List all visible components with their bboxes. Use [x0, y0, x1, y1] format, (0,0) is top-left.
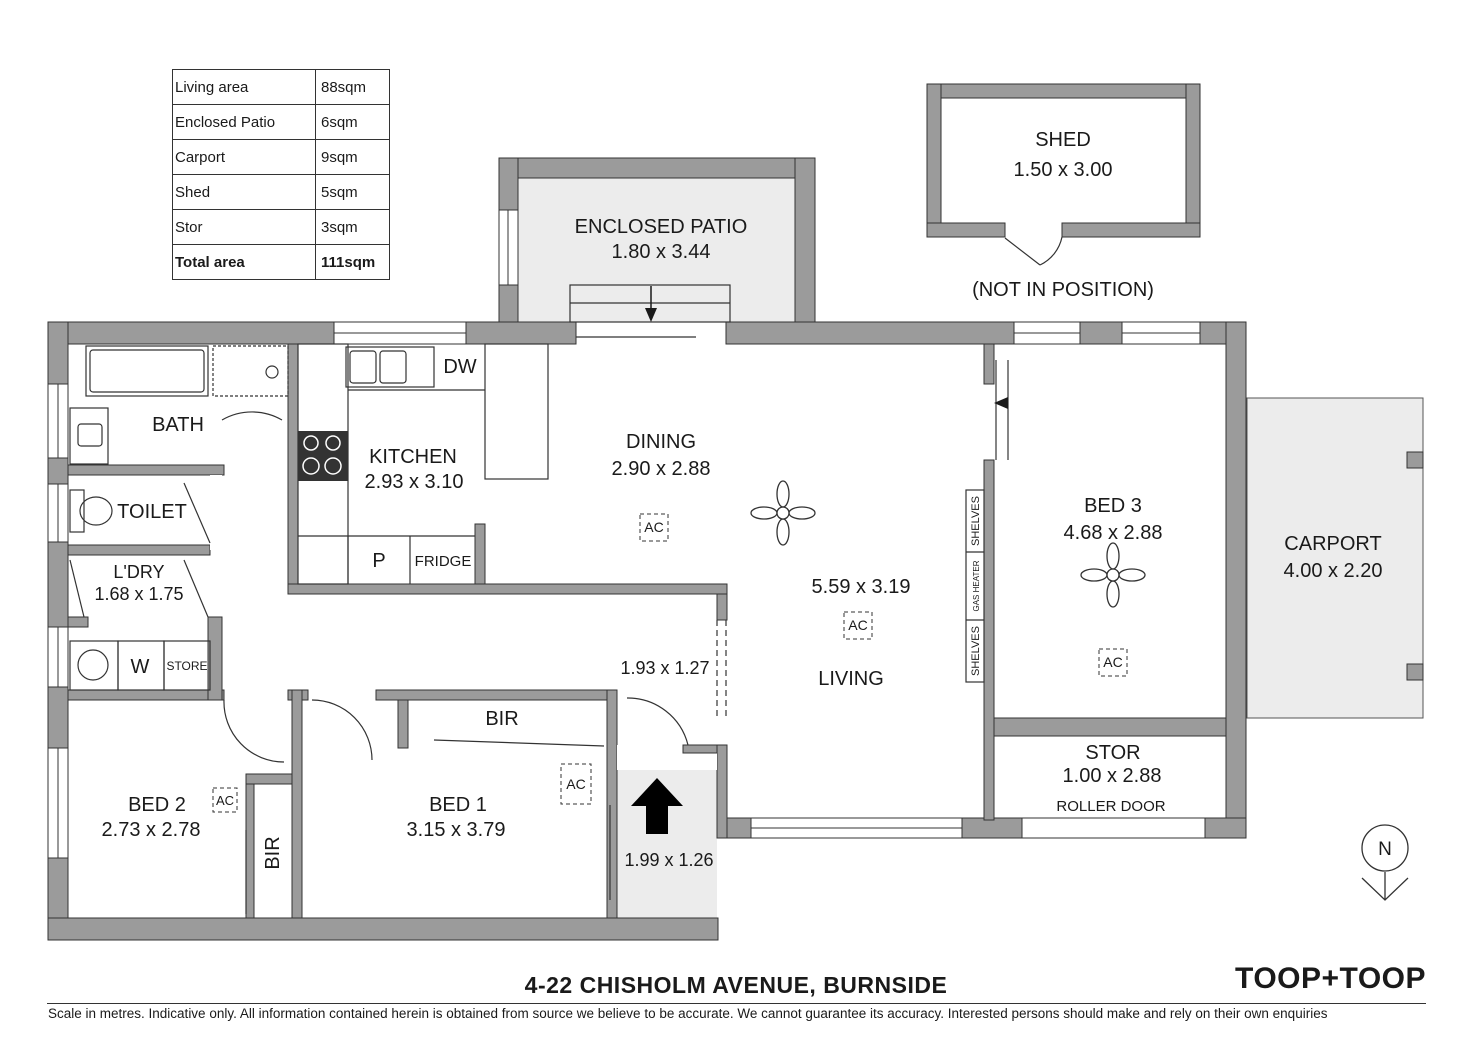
door-leaf	[184, 483, 210, 543]
wall	[795, 158, 815, 322]
door-swing	[222, 412, 282, 420]
laundry-basin-icon	[78, 650, 108, 680]
roller-door-label: ROLLER DOOR	[1056, 798, 1166, 815]
patio-dims: 1.80 x 3.44	[611, 241, 711, 263]
area-value: 88sqm	[316, 70, 390, 105]
area-value: 9sqm	[316, 140, 390, 175]
wall	[68, 617, 88, 627]
wall	[475, 524, 485, 584]
wall	[246, 774, 292, 784]
living-dims: 5.59 x 3.19	[811, 576, 911, 598]
area-label: Stor	[173, 210, 316, 245]
bed2-name: BED 2	[128, 794, 186, 816]
wall	[288, 344, 298, 594]
carport-name: CARPORT	[1284, 533, 1382, 555]
wall	[499, 158, 815, 178]
door-leaf	[184, 560, 208, 617]
wall	[68, 545, 210, 555]
pantry-label: P	[372, 550, 386, 572]
area-value: 5sqm	[316, 175, 390, 210]
bed2-dims: 2.73 x 2.78	[101, 819, 201, 841]
shed-dims: 1.50 x 3.00	[1013, 159, 1113, 181]
dining-dims: 2.90 x 2.88	[611, 458, 711, 480]
wall	[683, 745, 717, 753]
bed2-bir-label: BIR	[262, 836, 284, 870]
total-value: 111sqm	[316, 245, 390, 280]
wall	[984, 460, 994, 820]
carport-post	[1407, 664, 1423, 680]
wall	[1062, 223, 1200, 237]
wall	[717, 745, 727, 838]
wall	[726, 322, 1014, 344]
footer-divider	[47, 1003, 1426, 1004]
stor-name: STOR	[1085, 742, 1141, 764]
laundry-tub	[70, 641, 118, 690]
door-swing	[1005, 237, 1062, 265]
bed3-dims: 4.68 x 2.88	[1063, 522, 1163, 544]
carport-slab	[1247, 398, 1423, 718]
roller-door-opening	[1022, 818, 1205, 838]
property-address: 4-22 CHISHOLM AVENUE, BURNSIDE	[524, 972, 948, 998]
carport-dims: 4.00 x 2.20	[1283, 560, 1383, 582]
wall	[994, 718, 1226, 736]
bed1-name: BED 1	[429, 794, 487, 816]
bathtub	[86, 346, 208, 396]
wall	[68, 465, 224, 475]
entry-dims: 1.99 x 1.26	[624, 850, 714, 870]
shelves-label: SHELVES	[970, 626, 982, 676]
laundry-name: L'DRY	[113, 562, 165, 582]
kitchen-sink	[346, 347, 434, 387]
shed-note: (NOT IN POSITION)	[972, 279, 1154, 301]
toilet-bowl-icon	[80, 497, 112, 525]
north-compass-icon	[1362, 825, 1408, 900]
hall-dims: 1.93 x 1.27	[620, 658, 710, 678]
disclaimer-text: Scale in metres. Indicative only. All information contained herein is obtained from source we believe to be accurate. We cannot guarantee its accuracy. Interested persons should make and rely on their own enquiries	[48, 1006, 1328, 1021]
bed3-name: BED 3	[1084, 495, 1142, 517]
bir-track	[434, 740, 604, 746]
wall	[48, 918, 718, 940]
wall	[48, 322, 334, 344]
fridge-label: FRIDGE	[414, 553, 472, 570]
ac-label: AC	[848, 617, 868, 633]
wall	[927, 84, 941, 237]
wardrobe-labels	[970, 496, 982, 676]
dining-name: DINING	[626, 431, 696, 453]
patio-name: ENCLOSED PATIO	[574, 216, 748, 238]
wall	[1226, 322, 1246, 838]
ceiling-fan-icon	[751, 481, 815, 545]
wall	[246, 784, 254, 918]
kitchen-dims: 2.93 x 3.10	[364, 471, 464, 493]
ac-label: AC	[566, 776, 586, 792]
wall	[376, 690, 616, 700]
toilet-cistern	[70, 490, 84, 532]
area-label: Carport	[173, 140, 316, 175]
bed1-bir-label: BIR	[485, 708, 519, 730]
total-label: Total area	[173, 245, 316, 280]
shed-name: SHED	[1035, 129, 1091, 151]
laundry-dims: 1.68 x 1.75	[94, 584, 184, 604]
washer-label: W	[130, 656, 150, 678]
shower	[213, 346, 288, 396]
wall	[927, 84, 1200, 98]
area-label: Enclosed Patio	[173, 105, 316, 140]
shower-drain-icon	[266, 366, 278, 378]
wall	[984, 344, 994, 384]
wall-gap	[210, 475, 222, 550]
area-value: 6sqm	[316, 105, 390, 140]
brand-logo: TOOP+TOOP	[1235, 962, 1426, 995]
gas-heater-label: GAS HEATER	[972, 560, 981, 612]
compass-letter: N	[1378, 839, 1392, 860]
ac-label: AC	[644, 519, 664, 535]
door-swing	[627, 698, 688, 745]
sink-bowl-icon	[380, 351, 406, 383]
wall	[288, 584, 727, 594]
sink-bowl-icon	[350, 351, 376, 383]
wall	[68, 690, 224, 700]
cooktop-icon	[298, 431, 348, 481]
island-bench	[485, 344, 548, 479]
wall	[1205, 818, 1246, 838]
area-label: Living area	[173, 70, 316, 105]
ac-label: AC	[1103, 654, 1123, 670]
toilet-name: TOILET	[117, 501, 187, 523]
wall	[927, 223, 1005, 237]
shelves-label: SHELVES	[970, 496, 982, 546]
store-label: STORE	[166, 659, 208, 673]
ac-label: AC	[215, 793, 235, 808]
wall	[398, 700, 408, 748]
bath-name: BATH	[152, 414, 204, 436]
wall	[1080, 322, 1122, 344]
bed1-dims: 3.15 x 3.79	[406, 819, 506, 841]
wall	[292, 690, 302, 918]
wall	[962, 818, 1022, 838]
basin-icon	[78, 424, 102, 446]
wall	[1186, 84, 1200, 237]
area-value: 3sqm	[316, 210, 390, 245]
area-label: Shed	[173, 175, 316, 210]
living-name: LIVING	[818, 668, 884, 690]
bathtub-inner	[90, 350, 204, 392]
door-leaf	[70, 560, 84, 617]
stor-dims: 1.00 x 2.88	[1062, 765, 1162, 787]
ceiling-fan-icon	[1081, 543, 1145, 607]
wall	[607, 690, 617, 918]
dishwasher-label: DW	[443, 356, 477, 378]
wall	[466, 322, 576, 344]
door-swing	[312, 700, 372, 760]
kitchen-name: KITCHEN	[369, 446, 457, 468]
carport-post	[1407, 452, 1423, 468]
door-swing	[224, 700, 284, 762]
